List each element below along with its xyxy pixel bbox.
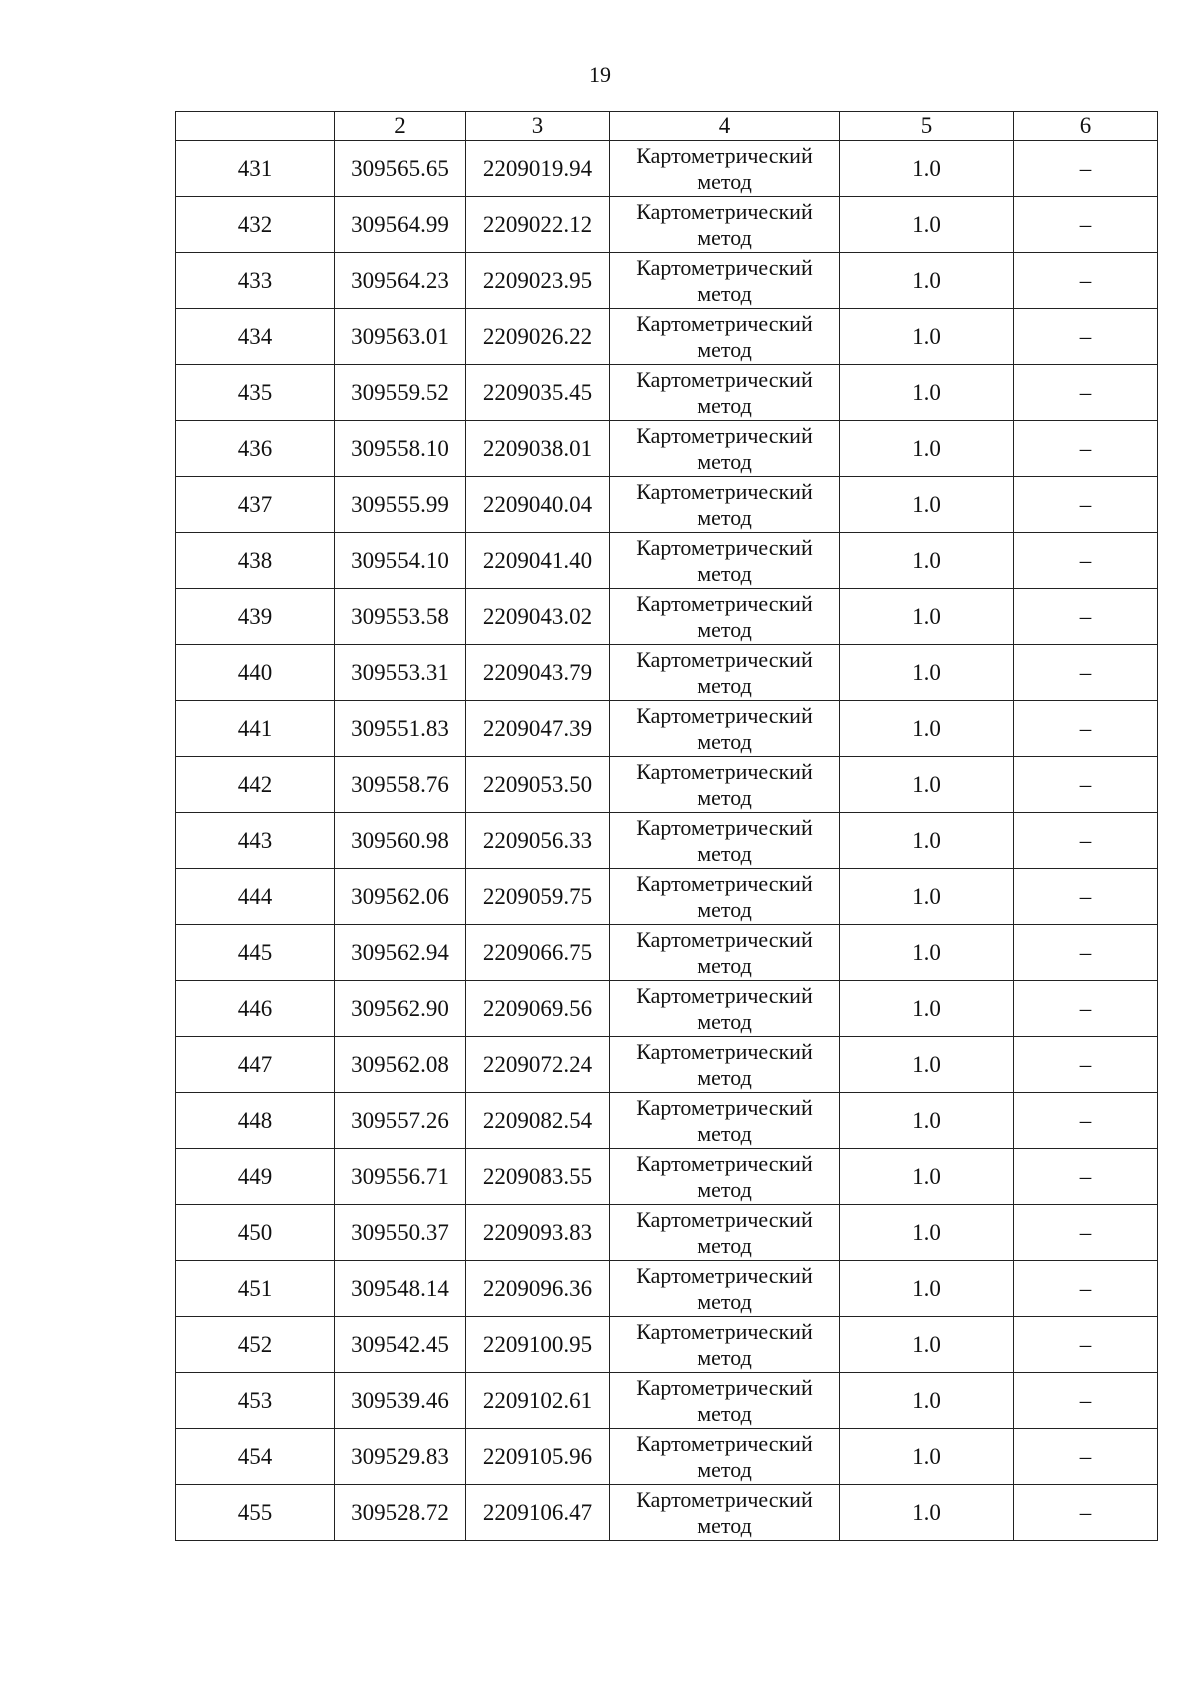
- point-number-cell: 434: [176, 309, 335, 365]
- note-cell: –: [1014, 645, 1158, 701]
- point-number-cell: 443: [176, 813, 335, 869]
- point-number-cell: 455: [176, 1485, 335, 1541]
- note-cell: –: [1014, 365, 1158, 421]
- accuracy-cell: 1.0: [840, 253, 1014, 309]
- method-cell: [610, 1205, 840, 1261]
- method-cell: [610, 645, 840, 701]
- note-cell: –: [1014, 141, 1158, 197]
- x-coordinate-cell: 309562.90: [335, 981, 466, 1037]
- point-number-cell: 445: [176, 925, 335, 981]
- x-coordinate-cell: 309559.52: [335, 365, 466, 421]
- method-text: Картометрический метод: [636, 646, 813, 698]
- y-coordinate-cell: 2209026.22: [466, 309, 610, 365]
- point-number-cell: 439: [176, 589, 335, 645]
- y-coordinate-cell: 2209072.24: [466, 1037, 610, 1093]
- y-coordinate-cell: 2209043.02: [466, 589, 610, 645]
- method-cell: [610, 1093, 840, 1149]
- note-cell: –: [1014, 477, 1158, 533]
- y-coordinate-cell: 2209082.54: [466, 1093, 610, 1149]
- accuracy-cell: 1.0: [840, 1149, 1014, 1205]
- method-cell: [610, 309, 840, 365]
- y-coordinate-cell: 2209056.33: [466, 813, 610, 869]
- y-coordinate-cell: 2209040.04: [466, 477, 610, 533]
- method-text: Картометрический метод: [636, 1094, 813, 1146]
- point-number-cell: 436: [176, 421, 335, 477]
- y-coordinate-cell: 2209102.61: [466, 1373, 610, 1429]
- x-coordinate-cell: 309553.58: [335, 589, 466, 645]
- x-coordinate-cell: 309554.10: [335, 533, 466, 589]
- method-cell: [610, 1149, 840, 1205]
- y-coordinate-cell: 2209106.47: [466, 1485, 610, 1541]
- accuracy-cell: 1.0: [840, 1093, 1014, 1149]
- method-cell: [610, 981, 840, 1037]
- method-cell: [610, 589, 840, 645]
- point-number-cell: 435: [176, 365, 335, 421]
- method-cell: [610, 477, 840, 533]
- method-text: Картометрический метод: [636, 926, 813, 978]
- accuracy-cell: 1.0: [840, 309, 1014, 365]
- table-row: [176, 253, 1158, 309]
- y-coordinate-cell: 2209053.50: [466, 757, 610, 813]
- accuracy-cell: 1.0: [840, 757, 1014, 813]
- y-coordinate-cell: 2209093.83: [466, 1205, 610, 1261]
- method-text: Картометрический метод: [636, 254, 813, 306]
- method-cell: [610, 141, 840, 197]
- table-row: [176, 925, 1158, 981]
- y-coordinate-cell: 2209022.12: [466, 197, 610, 253]
- note-cell: –: [1014, 925, 1158, 981]
- table-row: [176, 1485, 1158, 1541]
- accuracy-cell: 1.0: [840, 589, 1014, 645]
- x-coordinate-cell: 309529.83: [335, 1429, 466, 1485]
- method-text: Картометрический метод: [636, 1486, 813, 1538]
- point-number-cell: 450: [176, 1205, 335, 1261]
- method-cell: [610, 701, 840, 757]
- table-row: [176, 1261, 1158, 1317]
- note-cell: –: [1014, 701, 1158, 757]
- point-number-cell: 438: [176, 533, 335, 589]
- table-row: [176, 981, 1158, 1037]
- accuracy-cell: 1.0: [840, 1373, 1014, 1429]
- accuracy-cell: 1.0: [840, 1037, 1014, 1093]
- table-row: [176, 645, 1158, 701]
- method-cell: [610, 253, 840, 309]
- note-cell: –: [1014, 1093, 1158, 1149]
- point-number-cell: 451: [176, 1261, 335, 1317]
- header-cell-6: 6: [1014, 112, 1158, 141]
- accuracy-cell: 1.0: [840, 1205, 1014, 1261]
- point-number-cell: 447: [176, 1037, 335, 1093]
- table-row: [176, 141, 1158, 197]
- x-coordinate-cell: 309528.72: [335, 1485, 466, 1541]
- table-body: [176, 112, 1158, 1541]
- method-cell: [610, 925, 840, 981]
- accuracy-cell: 1.0: [840, 533, 1014, 589]
- note-cell: –: [1014, 981, 1158, 1037]
- point-number-cell: 452: [176, 1317, 335, 1373]
- note-cell: –: [1014, 589, 1158, 645]
- method-cell: [610, 1373, 840, 1429]
- y-coordinate-cell: 2209023.95: [466, 253, 610, 309]
- method-text: Картометрический метод: [636, 702, 813, 754]
- header-cell-2: 2: [335, 112, 466, 141]
- point-number-cell: 440: [176, 645, 335, 701]
- method-text: Картометрический метод: [636, 590, 813, 642]
- accuracy-cell: 1.0: [840, 1429, 1014, 1485]
- method-text: Картометрический метод: [636, 534, 813, 586]
- method-cell: [610, 365, 840, 421]
- note-cell: –: [1014, 1037, 1158, 1093]
- note-cell: –: [1014, 1205, 1158, 1261]
- x-coordinate-cell: 309563.01: [335, 309, 466, 365]
- x-coordinate-cell: 309539.46: [335, 1373, 466, 1429]
- accuracy-cell: 1.0: [840, 645, 1014, 701]
- method-text: Картометрический метод: [636, 198, 813, 250]
- method-text: Картометрический метод: [636, 870, 813, 922]
- header-cell-3: 3: [466, 112, 610, 141]
- note-cell: –: [1014, 253, 1158, 309]
- y-coordinate-cell: 2209043.79: [466, 645, 610, 701]
- table-row: [176, 1149, 1158, 1205]
- accuracy-cell: 1.0: [840, 421, 1014, 477]
- accuracy-cell: 1.0: [840, 1485, 1014, 1541]
- point-number-cell: 448: [176, 1093, 335, 1149]
- method-text: Картометрический метод: [636, 1374, 813, 1426]
- method-cell: [610, 421, 840, 477]
- y-coordinate-cell: 2209096.36: [466, 1261, 610, 1317]
- method-text: Картометрический метод: [636, 1038, 813, 1090]
- point-number-cell: 431: [176, 141, 335, 197]
- note-cell: –: [1014, 1149, 1158, 1205]
- accuracy-cell: 1.0: [840, 477, 1014, 533]
- accuracy-cell: 1.0: [840, 925, 1014, 981]
- table-row: [176, 1205, 1158, 1261]
- accuracy-cell: 1.0: [840, 141, 1014, 197]
- x-coordinate-cell: 309548.14: [335, 1261, 466, 1317]
- accuracy-cell: 1.0: [840, 813, 1014, 869]
- accuracy-cell: 1.0: [840, 981, 1014, 1037]
- point-number-cell: 442: [176, 757, 335, 813]
- method-text: Картометрический метод: [636, 1206, 813, 1258]
- y-coordinate-cell: 2209047.39: [466, 701, 610, 757]
- x-coordinate-cell: 309542.45: [335, 1317, 466, 1373]
- note-cell: –: [1014, 757, 1158, 813]
- point-number-cell: 454: [176, 1429, 335, 1485]
- table-row: [176, 365, 1158, 421]
- method-cell: [610, 533, 840, 589]
- x-coordinate-cell: 309553.31: [335, 645, 466, 701]
- method-cell: [610, 813, 840, 869]
- accuracy-cell: 1.0: [840, 365, 1014, 421]
- table-row: [176, 813, 1158, 869]
- table-row: [176, 1037, 1158, 1093]
- point-number-cell: 449: [176, 1149, 335, 1205]
- header-cell-5: 5: [840, 112, 1014, 141]
- x-coordinate-cell: 309564.23: [335, 253, 466, 309]
- note-cell: –: [1014, 1317, 1158, 1373]
- note-cell: –: [1014, 1429, 1158, 1485]
- y-coordinate-cell: 2209100.95: [466, 1317, 610, 1373]
- accuracy-cell: 1.0: [840, 1261, 1014, 1317]
- x-coordinate-cell: 309551.83: [335, 701, 466, 757]
- method-cell: [610, 1261, 840, 1317]
- method-text: Картометрический метод: [636, 758, 813, 810]
- y-coordinate-cell: 2209083.55: [466, 1149, 610, 1205]
- method-cell: [610, 1485, 840, 1541]
- y-coordinate-cell: 2209019.94: [466, 141, 610, 197]
- y-coordinate-cell: 2209069.56: [466, 981, 610, 1037]
- method-cell: [610, 1037, 840, 1093]
- y-coordinate-cell: 2209105.96: [466, 1429, 610, 1485]
- method-text: Картометрический метод: [636, 142, 813, 194]
- method-cell: [610, 757, 840, 813]
- note-cell: –: [1014, 869, 1158, 925]
- method-text: Картометрический метод: [636, 982, 813, 1034]
- x-coordinate-cell: 309558.10: [335, 421, 466, 477]
- method-text: Картометрический метод: [636, 366, 813, 418]
- method-text: Картометрический метод: [636, 1318, 813, 1370]
- method-cell: [610, 1429, 840, 1485]
- method-text: Картометрический метод: [636, 1430, 813, 1482]
- note-cell: –: [1014, 1373, 1158, 1429]
- point-number-cell: 437: [176, 477, 335, 533]
- point-number-cell: 433: [176, 253, 335, 309]
- x-coordinate-cell: 309564.99: [335, 197, 466, 253]
- note-cell: –: [1014, 533, 1158, 589]
- point-number-cell: 441: [176, 701, 335, 757]
- page-number: 19: [589, 62, 611, 87]
- method-cell: [610, 197, 840, 253]
- note-cell: –: [1014, 1485, 1158, 1541]
- note-cell: –: [1014, 1261, 1158, 1317]
- point-number-cell: 453: [176, 1373, 335, 1429]
- y-coordinate-cell: 2209038.01: [466, 421, 610, 477]
- header-cell-4: 4: [610, 112, 840, 141]
- x-coordinate-cell: 309555.99: [335, 477, 466, 533]
- x-coordinate-cell: 309557.26: [335, 1093, 466, 1149]
- x-coordinate-cell: 309562.94: [335, 925, 466, 981]
- y-coordinate-cell: 2209066.75: [466, 925, 610, 981]
- table-row: [176, 477, 1158, 533]
- table-row: [176, 701, 1158, 757]
- method-text: Картометрический метод: [636, 814, 813, 866]
- method-cell: [610, 1317, 840, 1373]
- y-coordinate-cell: 2209059.75: [466, 869, 610, 925]
- note-cell: –: [1014, 813, 1158, 869]
- accuracy-cell: 1.0: [840, 197, 1014, 253]
- x-coordinate-cell: 309562.08: [335, 1037, 466, 1093]
- table-row: [176, 869, 1158, 925]
- point-number-cell: 446: [176, 981, 335, 1037]
- method-text: Картометрический метод: [636, 310, 813, 362]
- accuracy-cell: 1.0: [840, 1317, 1014, 1373]
- method-cell: [610, 869, 840, 925]
- table-header-row: [176, 112, 1158, 141]
- table-row: [176, 1429, 1158, 1485]
- x-coordinate-cell: 309556.71: [335, 1149, 466, 1205]
- method-text: Картометрический метод: [636, 1150, 813, 1202]
- y-coordinate-cell: 2209041.40: [466, 533, 610, 589]
- x-coordinate-cell: 309560.98: [335, 813, 466, 869]
- table-row: [176, 421, 1158, 477]
- table-row: [176, 1373, 1158, 1429]
- accuracy-cell: 1.0: [840, 701, 1014, 757]
- method-text: Картометрический метод: [636, 478, 813, 530]
- table-row: [176, 589, 1158, 645]
- table-row: [176, 757, 1158, 813]
- y-coordinate-cell: 2209035.45: [466, 365, 610, 421]
- point-number-cell: 444: [176, 869, 335, 925]
- note-cell: –: [1014, 421, 1158, 477]
- x-coordinate-cell: 309565.65: [335, 141, 466, 197]
- table-row: [176, 197, 1158, 253]
- point-number-cell: 432: [176, 197, 335, 253]
- table-row: [176, 533, 1158, 589]
- x-coordinate-cell: 309562.06: [335, 869, 466, 925]
- method-text: Картометрический метод: [636, 1262, 813, 1314]
- coordinates-table: [175, 111, 1158, 1541]
- header-cell-1: [176, 112, 335, 141]
- table-row: [176, 1093, 1158, 1149]
- x-coordinate-cell: 309558.76: [335, 757, 466, 813]
- method-text: Картометрический метод: [636, 422, 813, 474]
- accuracy-cell: 1.0: [840, 869, 1014, 925]
- note-cell: –: [1014, 309, 1158, 365]
- table-row: [176, 309, 1158, 365]
- x-coordinate-cell: 309550.37: [335, 1205, 466, 1261]
- table-row: [176, 1317, 1158, 1373]
- note-cell: –: [1014, 197, 1158, 253]
